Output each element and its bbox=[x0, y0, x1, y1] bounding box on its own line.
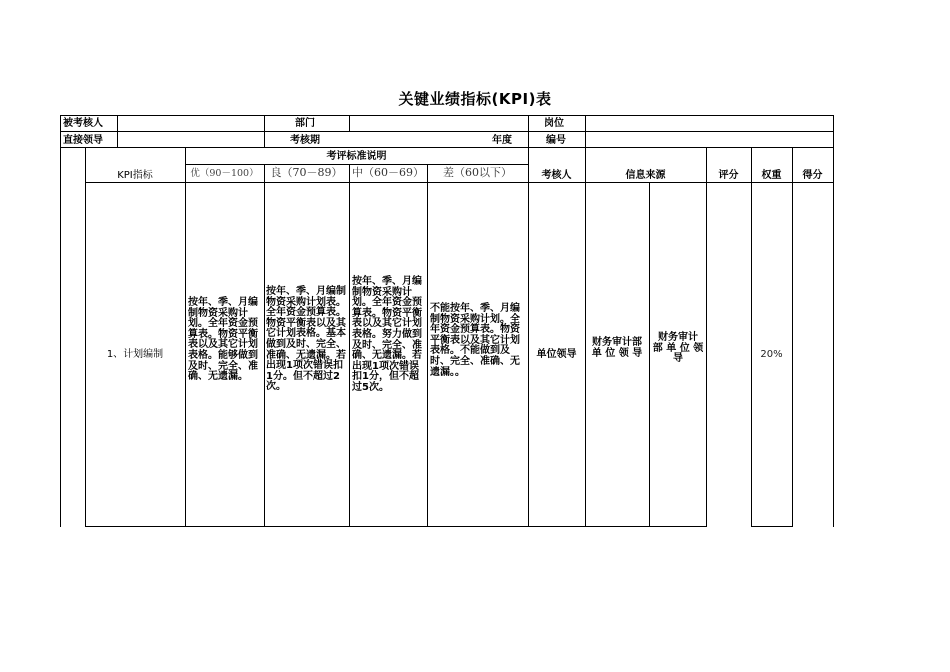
year-label: 年度 bbox=[492, 135, 512, 146]
excellent-column-header: 优（90－100） bbox=[190, 168, 259, 179]
department-label: 部门 bbox=[295, 118, 315, 129]
number-label: 编号 bbox=[546, 135, 566, 146]
supervisor-label: 直接领导 bbox=[63, 135, 103, 146]
info-source-cell-a: 财务审计部 单 位 领 导 bbox=[591, 337, 643, 359]
assessor-column-header: 考核人 bbox=[541, 170, 572, 181]
info-source-cell-b: 财务审计 部 单 位 领 导 bbox=[652, 332, 704, 365]
medium-column-header: 中（60－69） bbox=[352, 166, 424, 179]
poor-criteria-cell: 不能按年、季、月编制物资采购计划。全年资金预算表。物资平衡表以及其它计划表格。不能做到及时、完全、准确、无遗漏。。 bbox=[430, 303, 520, 378]
page-title: 关键业绩指标(KPI)表 bbox=[398, 90, 552, 108]
medium-criteria-cell: 按年、季、月编制物资采购计划。全年资金预算表。物资平衡表以及其它计划表格。努力做到及时、完全、准确、无遗漏。若出现1项次错误扣1分，但不超过5次。 bbox=[352, 276, 422, 393]
period-label: 考核期 bbox=[290, 135, 320, 146]
excellent-criteria-cell: 按年、季、月编制物资采购计划。全年资金预算表。物资平衡表以及其它计划表格。能够做到及时、完全、准确、无遗漏。 bbox=[188, 297, 258, 383]
poor-column-header: 差（60以下） bbox=[443, 166, 512, 179]
assessee-label: 被考核人 bbox=[63, 118, 103, 129]
final-score-column-header: 得分 bbox=[802, 170, 823, 181]
kpi-column-header: KPI指标 bbox=[117, 170, 153, 181]
weight-cell: 20% bbox=[760, 349, 783, 360]
criteria-group-header: 考评标准说明 bbox=[326, 151, 387, 162]
weight-column-header: 权重 bbox=[761, 170, 782, 181]
good-criteria-cell: 按年、季、月编制物资采购计划表。全年资金预算表。物资平衡表以及其它计划表格。基本做到及时、完全、准确、无遗漏。若出现1项次错误扣1分。但不超过2次。 bbox=[266, 286, 346, 393]
score-column-header: 评分 bbox=[718, 170, 739, 181]
position-label: 岗位 bbox=[544, 118, 564, 129]
kpi-name-cell: 1、计划编制 bbox=[106, 349, 164, 360]
good-column-header: 良（70－89） bbox=[270, 166, 343, 179]
info-source-column-header: 信息来源 bbox=[625, 170, 666, 181]
assessor-cell: 单位领导 bbox=[536, 349, 577, 360]
